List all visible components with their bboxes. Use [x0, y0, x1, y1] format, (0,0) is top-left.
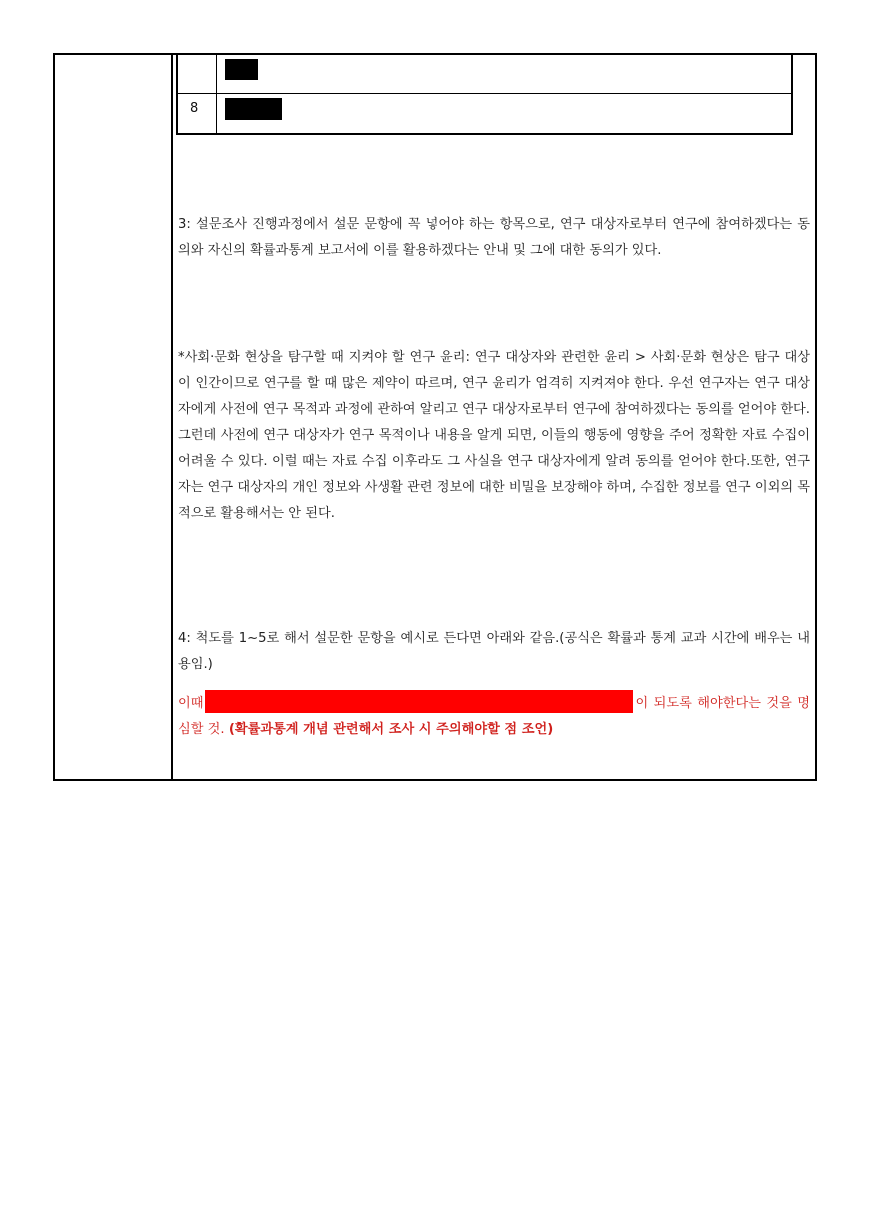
inner-row-separator — [178, 93, 791, 94]
advice-paragraph — [178, 690, 810, 743]
research-ethics-paragraph: *사회·문화 현상을 탐구할 때 지켜야 할 연구 윤리: 연구 대상자와 관련한 윤리 > 사회·문화 현상은 탐구 대상이 인간이므로 연구를 할 때 많은 제약이 따르며, 연구 윤리가 엄격히 지켜져야 한다. 우선 연구자는 연구 대상자에게 사전에 연구 목적과 과정에 관하여 알리고 연구 대상자로부터 연구에 참여하겠다는 동의를 얻어야 한다. 그런데 사전에 연구 대상자가 연구 목적이나 내용을 알게 되면, 이들의 행동에 영향을 주어 정확한 자료 수집이 어려울 수 있다. 이럴 때는 자료 수집 이후라도 그 사실을 연구 대상자에게 알려 동의를 얻어야 한다.또한, 연구자는 연구 대상자의 개인 정보와 사생활 관련 정보에 대한 비밀을 보장해야 하며, 수집한 정보를 연구 이외의 목적으로 활용해서는 안 된다. — [178, 350, 810, 521]
section-3-paragraph: 3: 설문조사 진행과정에서 설문 문항에 꼭 넣어야 하는 항목으로, 연구 대상자로부터 연구에 참여하겠다는 동의와 자신의 확률과통계 보고서에 이를 활용하겠다는 안내 및 그에 대한 동의가 있다. — [178, 217, 810, 258]
column-divider — [171, 55, 173, 779]
advice-bold-note: (확률과통계 개념 관련해서 조사 시 주의해야할 점 조언) — [228, 722, 554, 737]
row-number: 8 — [190, 101, 199, 116]
redacted-cell-1 — [225, 59, 258, 80]
section-4-paragraph: 4: 척도를 1~5로 해서 설문한 문항을 예시로 든다면 아래와 같음.(공식은 확률과 통계 교과 시간에 배우는 내용임.) — [178, 631, 810, 672]
redacted-formula-highlight — [205, 690, 633, 713]
advice-suffix: 이 되도록 해야한다는 것을 명심할 것. — [178, 696, 810, 737]
inner-table — [176, 53, 793, 135]
redacted-cell-2 — [225, 98, 282, 120]
advice-prefix: 이때 — [178, 696, 204, 711]
